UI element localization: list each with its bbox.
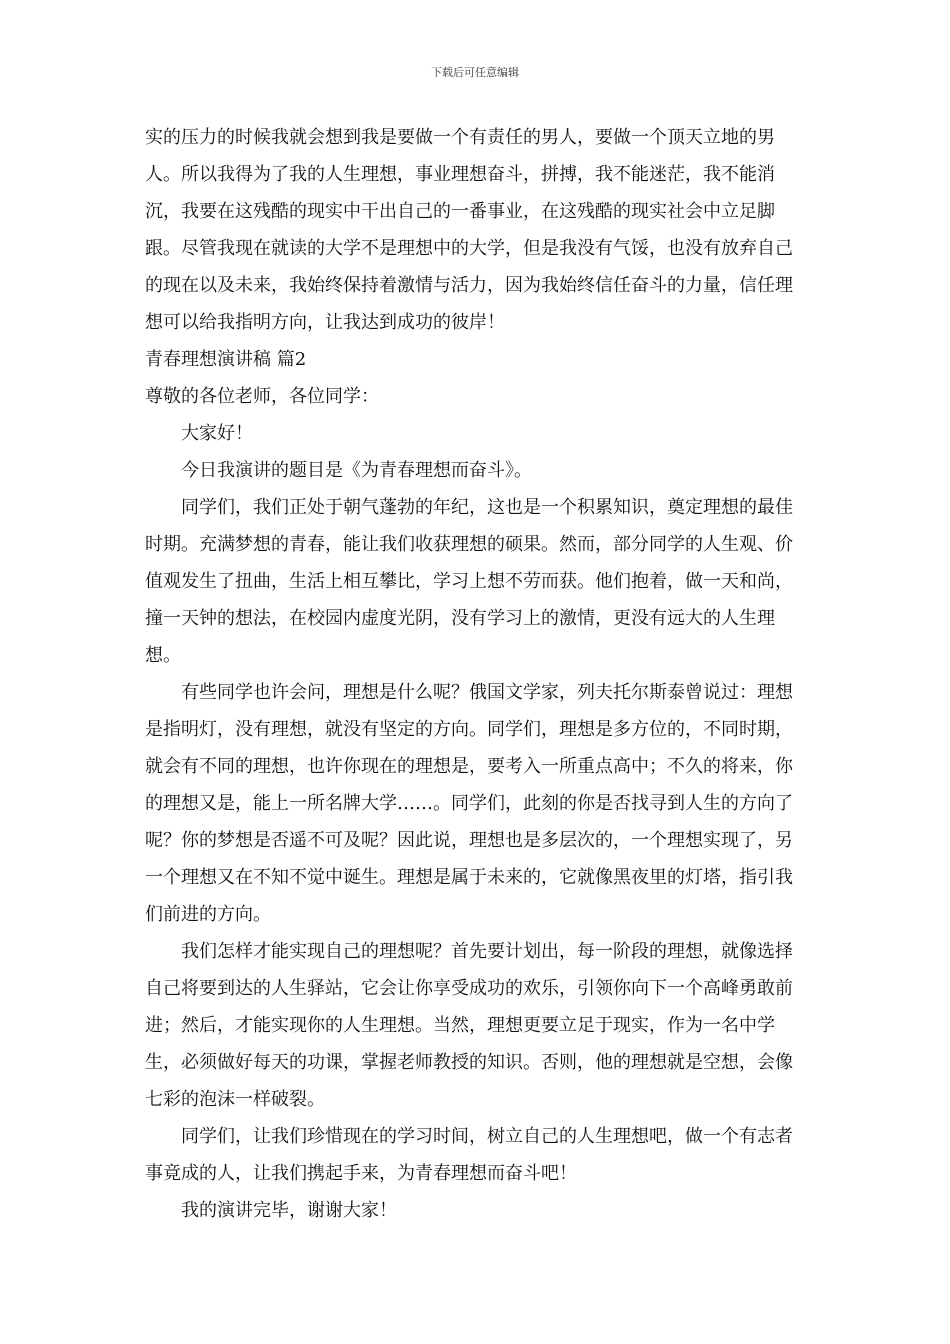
body-paragraph: 同学们，让我们珍惜现在的学习时间，树立自己的人生理想吧，做一个有志者事竟成的人，让我们携起手来，为青春理想而奋斗吧！ <box>145 1126 793 1184</box>
continuation-paragraph: 实的压力的时候我就会想到我是要做一个有责任的男人，要做一个顶天立地的男人。所以我得为了我的人生理想，事业理想奋斗，拼搏，我不能迷茫，我不能消沉，我要在这残酷的现实中干出自己的一番事业，在这残酷的现实社会中立足脚跟。尽管我现在就读的大学不是理想中的大学，但是我没有气馁，也没有放弃自己的现在以及未来，我始终保持着激情与活力，因为我始终信任奋斗的力量，信任理想可以给我指明方向，让我达到成功的彼岸！ <box>145 127 793 333</box>
page-header-note: 下载后可任意编辑 <box>431 66 519 79</box>
salutation: 尊敬的各位老师，各位同学： <box>145 386 379 407</box>
body-paragraph: 同学们，我们正处于朝气蓬勃的年纪，这也是一个积累知识，奠定理想的最佳时期。充满梦想的青春，能让我们收获理想的硕果。然而，部分同学的人生观、价值观发生了扭曲，生活上相互攀比，学习上想不劳而获。他们抱着，做一天和尚，撞一天钟的想法，在校园内虚度光阴，没有学习上的激情，更没有远大的人生理想。 <box>145 497 793 666</box>
section-title: 青春理想演讲稿 篇2 <box>145 349 307 370</box>
topic-paragraph: 今日我演讲的题目是《为青春理想而奋斗》。 <box>181 460 532 481</box>
document-body <box>145 119 810 1229</box>
body-paragraph: 有些同学也许会问，理想是什么呢？俄国文学家，列夫托尔斯泰曾说过：理想是指明灯，没有理想，就没有坚定的方向。同学们，理想是多方位的，不同时期，就会有不同的理想，也许你现在的理想是，要考入一所重点高中；不久的将来，你的理想又是，能上一所名牌大学……。同学们，此刻的你是否找寻到人生的方向了呢？你的梦想是否遥不可及呢？因此说，理想也是多层次的，一个理想实现了，另一个理想又在不知不觉中诞生。理想是属于未来的，它就像黑夜里的灯塔，指引我们前进的方向。 <box>145 682 793 925</box>
closing-paragraph: 我的演讲完毕，谢谢大家！ <box>181 1200 397 1221</box>
greeting-paragraph: 大家好！ <box>181 423 253 444</box>
body-paragraph: 我们怎样才能实现自己的理想呢？首先要计划出，每一阶段的理想，就像选择自己将要到达的人生驿站，它会让你享受成功的欢乐，引领你向下一个高峰勇敢前进；然后，才能实现你的人生理想。当然，理想更要立足于现实，作为一名中学生，必须做好每天的功课，掌握老师教授的知识。否则，他的理想就是空想，会像七彩的泡沫一样破裂。 <box>145 941 793 1110</box>
